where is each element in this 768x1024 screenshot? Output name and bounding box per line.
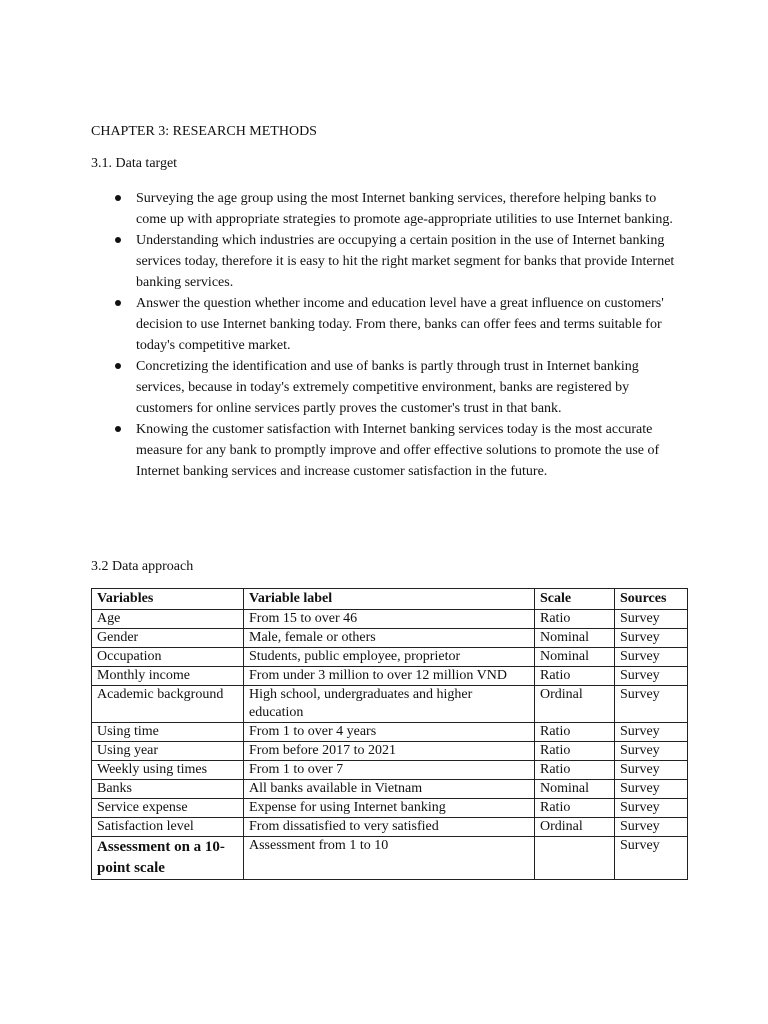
cell-variable: Service expense [92, 799, 244, 818]
bullet-dot-icon [115, 363, 121, 369]
bullet-item [110, 188, 680, 230]
cell-source: Survey [615, 610, 688, 629]
table-row [92, 648, 688, 667]
cell-scale: Ordinal [535, 818, 615, 837]
chapter-title: CHAPTER 3: RESEARCH METHODS [91, 124, 317, 139]
bullet-item [110, 293, 680, 356]
cell-variable: Weekly using times [92, 761, 244, 780]
cell-source: Survey [615, 667, 688, 686]
cell-variable: Satisfaction level [92, 818, 244, 837]
table-header-row [92, 589, 688, 610]
cell-variable-label: From 1 to over 4 years [244, 723, 535, 742]
cell-variable-label: Expense for using Internet banking [244, 799, 535, 818]
header-scale: Scale [535, 589, 615, 610]
cell-source: Survey [615, 818, 688, 837]
cell-variable: Monthly income [92, 667, 244, 686]
cell-variable: Age [92, 610, 244, 629]
cell-variable-label: Male, female or others [244, 629, 535, 648]
cell-variable: Gender [92, 629, 244, 648]
data-target-bullet-list [110, 188, 680, 482]
cell-variable: Assessment on a 10-point scale [92, 837, 244, 880]
table-row [92, 667, 688, 686]
cell-variable: Using year [92, 742, 244, 761]
data-approach-table [91, 588, 688, 880]
cell-variable-label: From under 3 million to over 12 million VND [244, 667, 535, 686]
cell-variable-label: From 15 to over 46 [244, 610, 535, 629]
table-row [92, 837, 688, 880]
table-row [92, 818, 688, 837]
cell-source: Survey [615, 686, 688, 723]
bullet-text: Surveying the age group using the most Internet banking services, therefore helping banks to come up with appropriate strategies to promote age-appropriate utilities to use Internet banking. [136, 191, 673, 227]
cell-variable-label: All banks available in Vietnam [244, 780, 535, 799]
cell-source: Survey [615, 799, 688, 818]
bullet-text: Answer the question whether income and education level have a great influence on customers' decision to use Internet banking today. From there, banks can offer fees and terms suitable for today's competitive market. [136, 296, 664, 353]
bullet-dot-icon [115, 237, 121, 243]
cell-scale: Ratio [535, 799, 615, 818]
cell-scale: Nominal [535, 629, 615, 648]
cell-scale: Ratio [535, 667, 615, 686]
cell-scale: Nominal [535, 648, 615, 667]
table-row [92, 723, 688, 742]
cell-source: Survey [615, 648, 688, 667]
cell-scale: Ratio [535, 742, 615, 761]
cell-variable: Academic background [92, 686, 244, 723]
table-row [92, 686, 688, 723]
cell-source: Survey [615, 629, 688, 648]
table-row [92, 799, 688, 818]
table-row [92, 761, 688, 780]
header-variable-label: Variable label [244, 589, 535, 610]
cell-source: Survey [615, 780, 688, 799]
section-heading-data-approach: 3.2 Data approach [91, 559, 194, 574]
cell-variable-label: From dissatisfied to very satisfied [244, 818, 535, 837]
table-row [92, 742, 688, 761]
bullet-dot-icon [115, 300, 121, 306]
cell-scale: Ratio [535, 723, 615, 742]
cell-source: Survey [615, 723, 688, 742]
bullet-text: Concretizing the identification and use of banks is partly through trust in Internet banking services, because in today's extremely competitive environment, banks are registered by customers for online services partly proves the customer's trust in that bank. [136, 359, 639, 416]
section-heading-data-target: 3.1. Data target [91, 156, 178, 171]
bullet-item [110, 419, 680, 482]
bullet-text: Knowing the customer satisfaction with Internet banking services today is the most accurate measure for any bank to promptly improve and offer effective solutions to promote the use of Internet banking services and increase customer satisfaction in the future. [136, 422, 660, 479]
cell-scale [535, 837, 615, 880]
cell-variable-label: High school, undergraduates and higher education [244, 686, 535, 723]
cell-scale: Nominal [535, 780, 615, 799]
cell-variable: Using time [92, 723, 244, 742]
table-row [92, 610, 688, 629]
cell-variable: Occupation [92, 648, 244, 667]
bullet-text: Understanding which industries are occupying a certain position in the use of Internet banking services today, therefore it is easy to hit the right market segment for banks that provide Internet banking services. [136, 233, 675, 290]
cell-source: Survey [615, 837, 688, 880]
header-variables: Variables [92, 589, 244, 610]
table-row [92, 629, 688, 648]
header-sources: Sources [615, 589, 688, 610]
cell-scale: Ratio [535, 610, 615, 629]
cell-source: Survey [615, 742, 688, 761]
bullet-item [110, 356, 680, 419]
cell-source: Survey [615, 761, 688, 780]
table-row [92, 780, 688, 799]
cell-variable-label: From before 2017 to 2021 [244, 742, 535, 761]
cell-scale: Ordinal [535, 686, 615, 723]
bullet-dot-icon [115, 426, 121, 432]
cell-variable-label: Assessment from 1 to 10 [244, 837, 535, 880]
cell-variable-label: Students, public employee, proprietor [244, 648, 535, 667]
bullet-dot-icon [115, 195, 121, 201]
cell-variable-label: From 1 to over 7 [244, 761, 535, 780]
cell-variable: Banks [92, 780, 244, 799]
bullet-item [110, 230, 680, 293]
cell-scale: Ratio [535, 761, 615, 780]
